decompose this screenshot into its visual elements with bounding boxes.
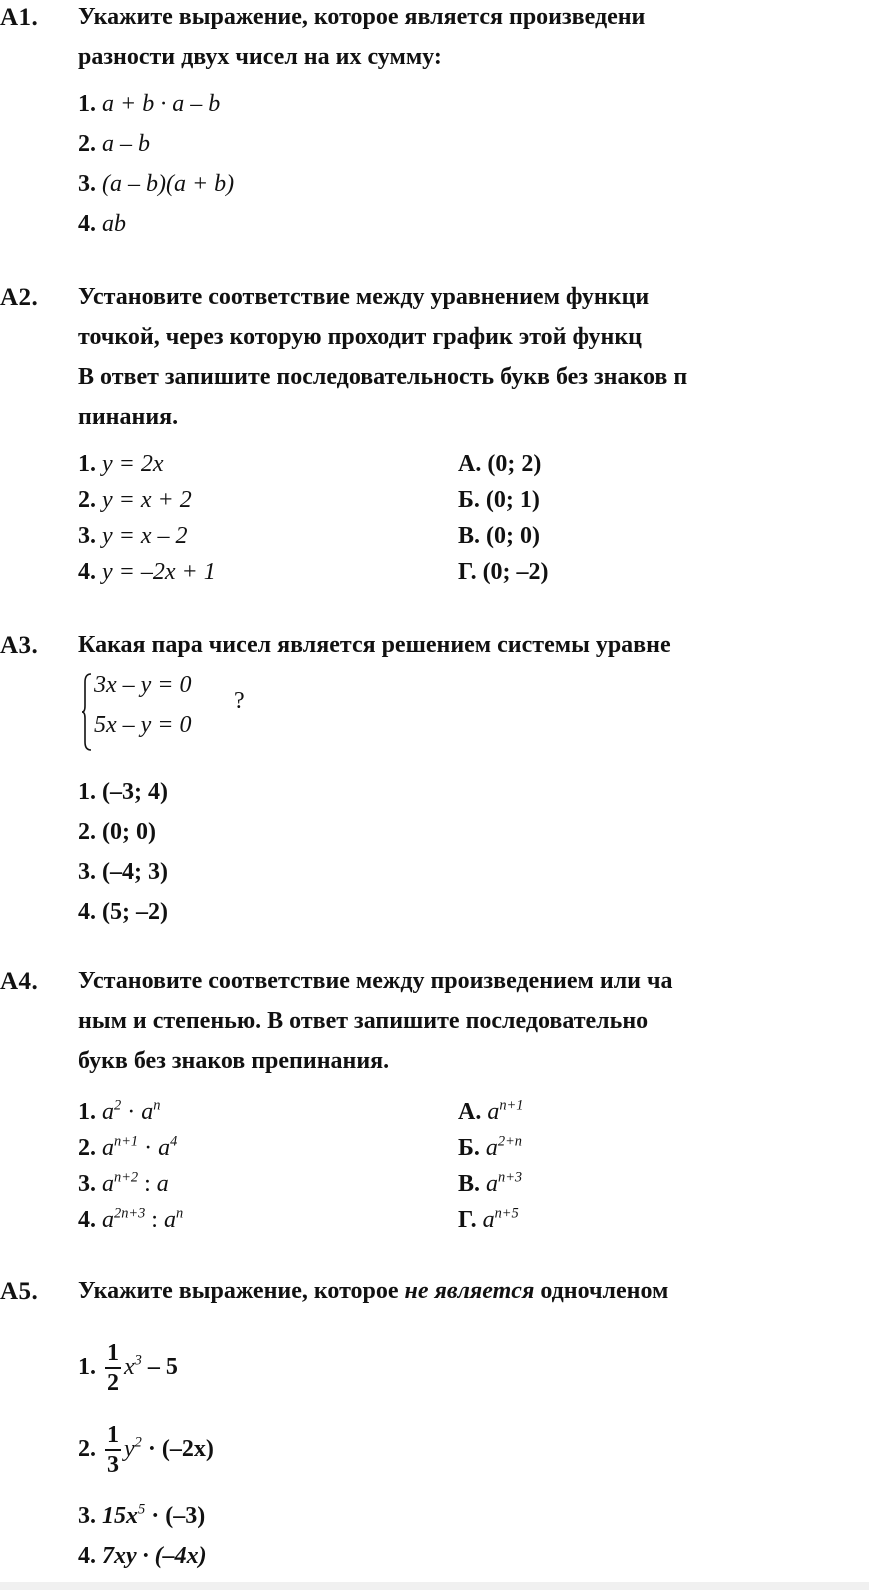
task-number: A4. <box>0 968 39 995</box>
emphasis: не является <box>404 1278 535 1304</box>
task-text: Какая пара чисел является решением системы уравне <box>78 632 671 658</box>
fraction: $\frac{1}{3}$ <box>107 1422 119 1479</box>
task-number: A5. <box>0 1278 39 1305</box>
task-text: разности двух чисел на их сумму: <box>78 44 442 70</box>
answer-option: 2. (0; 0) <box>78 819 156 845</box>
match-right-item: В. (0; 0) <box>458 523 540 549</box>
match-left-item: 4. $a^{2n+3}$ : $a^n$ <box>78 1205 184 1233</box>
equation-2: 5x – y = 0 <box>94 712 192 738</box>
match-left-item: 2. y = x + 2 <box>78 487 192 513</box>
match-right-item: Б. $a^{2+n}$ <box>458 1133 522 1161</box>
task-text: точкой, через которую проходит график этой функц <box>78 324 642 350</box>
answer-option: 4. ab <box>78 211 126 237</box>
match-right-item: Г. $a^{n+5}$ <box>458 1205 519 1233</box>
brace-icon <box>82 672 92 752</box>
match-right-item: Б. (0; 1) <box>458 487 540 513</box>
task-text: Установите соответствие между произведением или ча <box>78 968 673 994</box>
task-text: букв без знаков препинания. <box>78 1048 390 1074</box>
answer-option: 4. (5; –2) <box>78 899 168 925</box>
task-number: A1. <box>0 4 39 31</box>
answer-option: 1. (–3; 4) <box>78 779 168 805</box>
match-left-item: 3. y = x – 2 <box>78 523 188 549</box>
answer-option: 2. a – b <box>78 131 150 157</box>
match-left-item: 2. $a^{n+1} \cdot a^4$ <box>78 1133 178 1161</box>
task-text: Укажите выражение, которое является произведени <box>78 4 646 30</box>
match-right-item: В. $a^{n+3}$ <box>458 1169 523 1197</box>
match-left-item: 3. $a^{n+2}$ : a <box>78 1169 169 1197</box>
match-left-item: 1. y = 2x <box>78 451 164 477</box>
match-right-item: Г. (0; –2) <box>458 559 549 585</box>
match-left-item: 1. $a^2 \cdot a^n$ <box>78 1097 161 1125</box>
task-text: Укажите выражение, которое не является одночленом <box>78 1278 669 1304</box>
task-text: пинания. <box>78 404 179 430</box>
answer-option: 3. (a – b)(a + b) <box>78 171 235 197</box>
match-left-item: 4. y = –2x + 1 <box>78 559 216 585</box>
answer-option: 1. a + b · a – b <box>78 91 221 117</box>
task-number: A2. <box>0 284 39 311</box>
equation-1: 3x – y = 0 <box>94 672 192 698</box>
answer-option: 4. 7xy · (–4x) <box>78 1543 207 1569</box>
equation-system <box>82 672 262 756</box>
page-edge <box>0 1582 869 1590</box>
answer-option: 1. $\frac{1}{2}$ $x^3 - 5$ <box>78 1340 178 1397</box>
answer-option: 2. $\frac{1}{3}$ $y^2 \cdot (-2x)$ <box>78 1422 214 1479</box>
task-text: ным и степенью. В ответ запишите последовательно <box>78 1008 649 1034</box>
question-mark: ? <box>234 688 245 714</box>
match-right-item: А. (0; 2) <box>458 451 542 477</box>
answer-option: 3. $15x^5 \cdot (-3)$ <box>78 1501 206 1529</box>
task-text: Установите соответствие между уравнением функци <box>78 284 650 310</box>
task-text: В ответ запишите последовательность букв без знаков п <box>78 364 688 390</box>
match-right-item: А. $a^{n+1}$ <box>458 1097 524 1125</box>
fraction: $\frac{1}{2}$ <box>107 1340 119 1397</box>
answer-option: 3. (–4; 3) <box>78 859 168 885</box>
task-number: A3. <box>0 632 39 659</box>
